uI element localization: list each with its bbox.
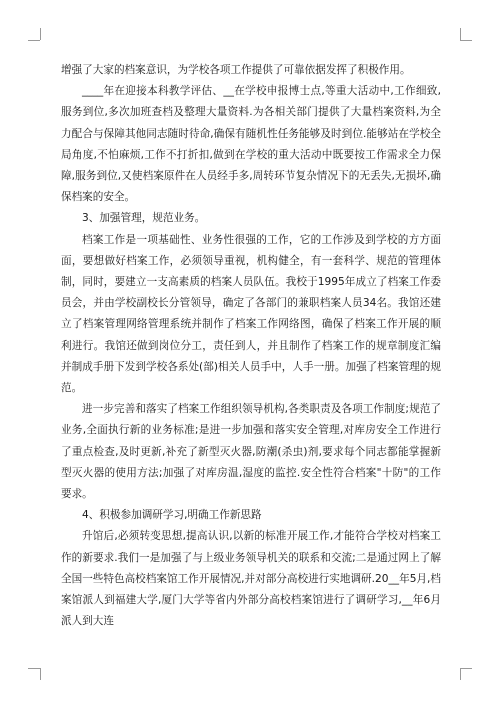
paragraph-research: 升馆后,必须转变思想,提高认识,以新的标准开展工作,才能符合学校对档案工作的新要求.我们一是加强了与上级业务领导机关的联系和交流;二是通过网上了解全国一些特色高校档案馆工作开展情况,并对部分高校进行实地调研.20__年5月,档案馆派人到福建大学,厦门大学等省内外部分高校档案馆进行了调研学习,__年6月派人到大连: [61, 530, 441, 628]
paragraph-continuation: 增强了大家的档案意识，为学校各项工作提供了可靠依据发挥了积极作用。: [61, 64, 411, 76]
section-heading-4: 4、积极参加调研学习,明确工作新思路: [82, 509, 262, 522]
paragraph-management: 档案工作是一项基础性、业务性很强的工作，它的工作涉及到学校的方方面面，要想做好档案工作，必须领导重视，机构健全，有一套科学、规范的管理体制，同时，要建立一支高素质的档案人员队伍。我校于1995年成立了档案工作委员会，并由学校副校长分管领导，确定了各部门的兼职档案人员34名。我馆还建立了档案管理网络管理系统并制作了档案工作网络图，确保了档案工作开展的顺利进行。我馆还做到岗位分工，责任到人，并且制作了档案工作的规章制度汇编并制成手册下发到学校各系处(部)相关人员手中，人手一册。加强了档案管理的规范。: [61, 233, 441, 395]
paragraph-improvement: 进一步完善和落实了档案工作组织领导机构,各类职责及各项工作制度;规范了业务,全面执行新的业务标准;是进一步加强和落实安全管理,对库房安全工作进行了重点检查,及时更新,补充了新型灭火器,防潮(杀虫)剂,要求每个同志都能掌握新型灭火器的使用方法;加强了对库房温,湿度的监控.安全性符合档案"十防"的工作要求。: [61, 403, 441, 501]
paragraph-service: ____年在迎接本科教学评估、__在学校申报博士点,等重大活动中,工作细致,服务到位,多次加班查档及整理大量资料.为各相关部门提供了大量档案资料,为全力配合与保障其他同志随时待命,确保有随机性任务能够及时到位.能够站在学校全局角度,不怕麻烦,工作不打折扣,做到在学校的重大活动中既要按工作需求全力保障,服务到位,又使档案原件在人员经手多,周转环节复杂情况下的无丢失,无损坏,确保档案的安全。: [61, 85, 441, 204]
section-heading-3: 3、加强管理，规范业务。: [82, 212, 206, 225]
body-text: [61, 60, 441, 632]
